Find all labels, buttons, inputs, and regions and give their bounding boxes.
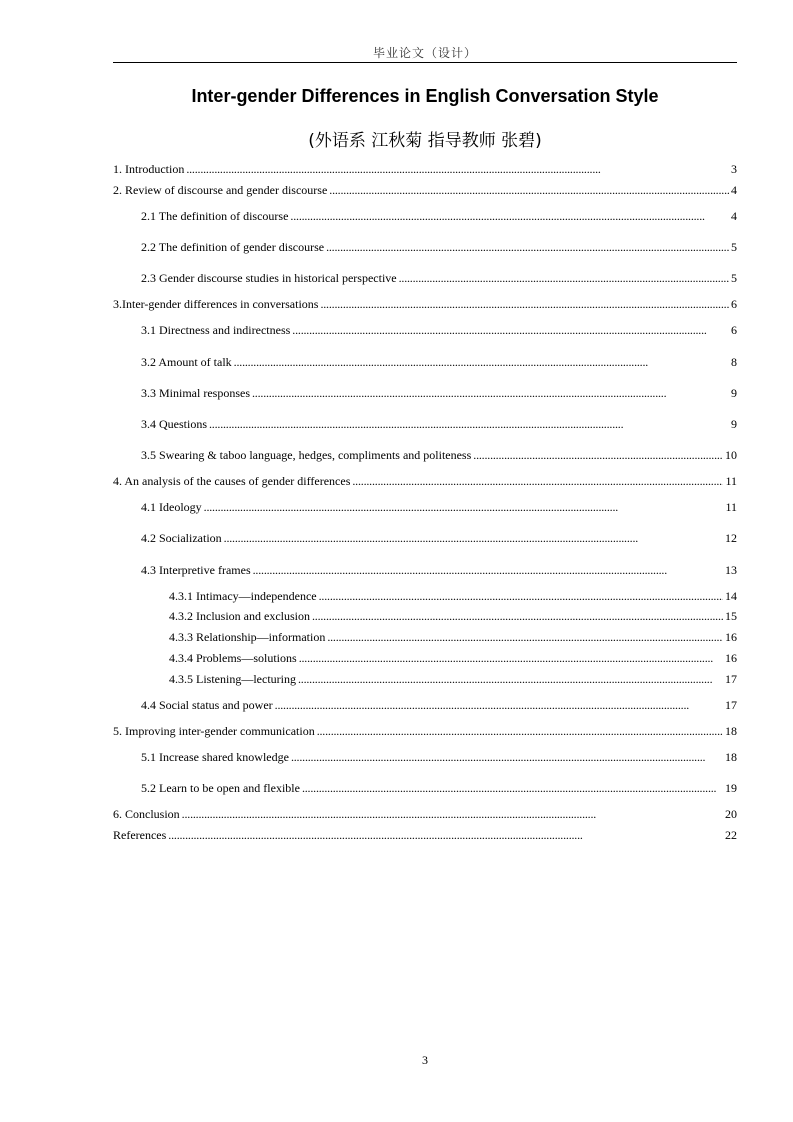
toc-entry-label: 3.2 Amount of talk [141,355,232,369]
toc-entry-page: 6 [731,323,737,337]
toc-entry[interactable] [141,749,737,765]
toc-entry[interactable] [141,697,737,713]
toc-entry-page: 12 [725,531,737,545]
toc-leader-dots [168,827,723,843]
toc-leader-dots [326,239,729,255]
toc-entry[interactable] [141,416,737,432]
toc-entry[interactable] [141,239,737,255]
toc-entry-label: 5.1 Increase shared knowledge [141,750,289,764]
toc-leader-dots [252,385,729,401]
toc-leader-dots [302,780,723,796]
toc-entry-page: 4 [731,209,737,223]
toc-entry[interactable] [113,296,737,312]
toc-entry-label: 4. An analysis of the causes of gender differences [113,474,351,488]
toc-entry-page: 20 [725,807,737,821]
toc-leader-dots [320,296,729,312]
toc-leader-dots [317,723,723,739]
toc-entry-page: 4 [731,183,737,197]
toc-entry-page: 13 [725,563,737,577]
toc-entry-label: 3.1 Directness and indirectness [141,323,291,337]
toc-entry-page: 11 [725,474,737,488]
toc-leader-dots [234,354,729,370]
toc-entry-page: 17 [725,698,737,712]
toc-entry[interactable] [113,827,737,843]
toc-entry[interactable] [141,499,737,515]
toc-leader-dots [186,161,729,177]
toc-leader-dots [290,208,729,224]
toc-entry[interactable] [113,161,737,177]
toc-leader-dots [204,499,724,515]
toc-entry-page: 8 [731,355,737,369]
toc-leader-dots [399,270,729,286]
toc-entry-label: 6. Conclusion [113,807,180,821]
toc-entry-page: 5 [731,271,737,285]
toc-entry-label: 4.3.3 Relationship—information [169,630,326,644]
toc-entry-label: 4.3.4 Problems—solutions [169,651,297,665]
toc-entry-label: References [113,828,167,842]
toc-entry[interactable] [113,806,737,822]
toc-entry-label: 3.5 Swearing & taboo language, hedges, compliments and politeness [141,448,472,462]
toc-entry[interactable] [141,562,737,578]
toc-entry-label: 3.3 Minimal responses [141,386,250,400]
toc-entry[interactable] [169,588,737,604]
toc-entry[interactable] [141,208,737,224]
toc-entry-page: 3 [731,162,737,176]
toc-leader-dots [473,447,723,463]
toc-leader-dots [298,671,723,687]
toc-entry[interactable] [141,322,737,338]
toc-entry[interactable] [141,385,737,401]
toc-leader-dots [209,416,729,432]
toc-entry[interactable] [141,354,737,370]
toc-entry-page: 17 [725,672,737,686]
toc-entry-label: 4.3 Interpretive frames [141,563,251,577]
toc-entry-label: 2. Review of discourse and gender discourse [113,183,328,197]
toc-entry-page: 11 [725,500,737,514]
toc-entry-page: 16 [725,630,737,644]
toc-entry[interactable] [169,650,737,666]
toc-leader-dots [224,530,723,546]
toc-entry-label: 4.2 Socialization [141,531,222,545]
toc-entry-page: 18 [725,724,737,738]
toc-entry-page: 16 [725,651,737,665]
toc-entry-label: 3.4 Questions [141,417,207,431]
toc-leader-dots [352,473,723,489]
toc-leader-dots [291,749,723,765]
running-header: 毕业论文（设计） [372,46,477,60]
toc-entry[interactable] [113,473,737,489]
toc-leader-dots [312,608,723,624]
toc-leader-dots [327,629,723,645]
toc-entry-page: 15 [725,609,737,623]
toc-leader-dots [319,588,723,604]
toc-leader-dots [292,322,729,338]
document-subtitle: (外语系 江秋菊 指导教师 张碧) [308,131,542,151]
document-title: Inter-gender Differences in English Conversation Style [191,86,659,106]
toc-entry-page: 6 [731,297,737,311]
toc-entry[interactable] [113,182,737,198]
toc-entry-label: 4.3.2 Inclusion and exclusion [169,609,310,623]
toc-leader-dots [275,697,723,713]
toc-entry-page: 19 [725,781,737,795]
toc-entry-page: 9 [731,417,737,431]
toc-entry-page: 18 [725,750,737,764]
toc-entry-label: 2.2 The definition of gender discourse [141,240,325,254]
toc-entry-page: 10 [725,448,737,462]
toc-leader-dots [299,650,723,666]
toc-entry-label: 1. Introduction [113,162,185,176]
toc-entry-label: 4.4 Social status and power [141,698,273,712]
toc-entry-page: 14 [725,589,737,603]
toc-entry[interactable] [141,530,737,546]
toc-entry-page: 9 [731,386,737,400]
toc-leader-dots [182,806,723,822]
toc-entry[interactable] [113,723,737,739]
toc-entry[interactable] [141,780,737,796]
toc-entry-label: 2.3 Gender discourse studies in historical perspective [141,271,397,285]
toc-leader-dots [329,182,729,198]
toc-entry-label: 3.Inter-gender differences in conversations [113,297,319,311]
toc-entry-label: 4.3.5 Listening—lecturing [169,672,296,686]
toc-entry-label: 5. Improving inter-gender communication [113,724,315,738]
toc-entry[interactable] [141,270,737,286]
toc-entry[interactable] [169,608,737,624]
toc-leader-dots [253,562,723,578]
toc-entry-page: 22 [725,828,737,842]
toc-entry-label: 4.3.1 Intimacy—independence [169,589,317,603]
toc-entry-label: 2.1 The definition of discourse [141,209,289,223]
page-number: 3 [422,1053,428,1067]
toc-entry-page: 5 [731,240,737,254]
toc-entry-label: 5.2 Learn to be open and flexible [141,781,300,795]
toc-entry[interactable] [169,671,737,687]
toc-entry[interactable] [169,629,737,645]
toc-entry[interactable] [141,447,737,463]
toc-entry-label: 4.1 Ideology [141,500,202,514]
